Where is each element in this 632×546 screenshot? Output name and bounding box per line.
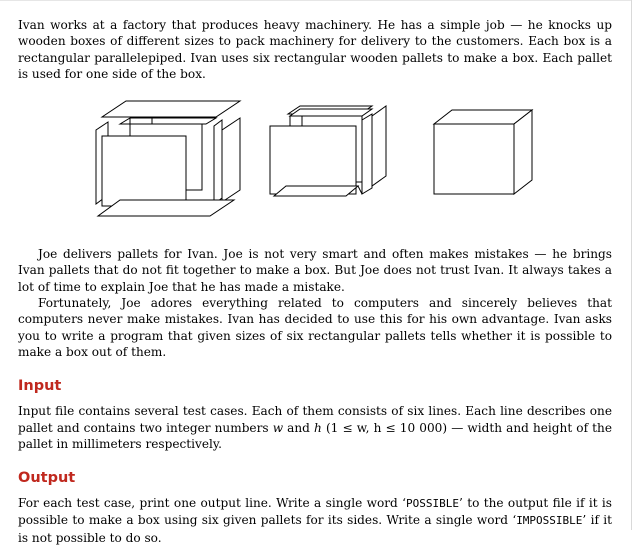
output-text-a: For each test case, print one output line. Write a single word ‘ <box>18 496 407 511</box>
output-description <box>18 495 612 546</box>
joe-paragraph: Joe delivers pallets for Ivan. Joe is not very smart and often makes mistakes — he brings Ivan pallets that do not fit together to make a box. But Joe does not trust Ivan. It always takes a lot of time to explain Joe that he has made a mistake. <box>18 247 612 294</box>
upper-edge-pallet <box>120 118 216 124</box>
output-heading: Output <box>18 470 76 487</box>
input-description <box>18 403 612 452</box>
impossible-keyword: IMPOSSIBLE <box>516 514 583 528</box>
right-pallet-2 <box>372 106 386 186</box>
input-text-b: — width and height of the pallet in millimeters respectively. <box>18 420 612 451</box>
exploded-box-diagram <box>96 101 240 216</box>
bottom-pallet-2 <box>274 186 358 196</box>
computer-paragraph: Fortunately, Joe adores everything related to computers and sincerely believes that computers never make mistakes. Ivan has decided to use this for his own advantage. Ivan asks you to write a program that given sizes of six rectangular pallets tells whether it is possible to make a box out of them. <box>18 296 612 359</box>
problem-statement <box>18 17 612 546</box>
input-text-and: and <box>283 420 315 435</box>
intro-paragraph: Ivan works at a factory that produces heavy machinery. He has a simple job — he knocks up wooden boxes of different sizes to pack machinery for delivery to the customers. Each box is a rectangular parallelepiped. Ivan uses six rectangular wooden pallets to make a box. Each pallet is used for one side of the box. <box>18 18 612 81</box>
front-pallet <box>102 136 186 206</box>
box-diagrams-svg <box>18 92 612 240</box>
top-pallet <box>102 101 240 117</box>
right-pallet <box>222 118 240 202</box>
box-front-face <box>434 124 514 194</box>
bottom-pallet <box>98 200 234 216</box>
output-text-b: ’ to the output file if it is possible to make a box using six given pallets for its sides. Write a single word ‘ <box>18 496 612 528</box>
assembled-box-diagram <box>434 110 532 194</box>
input-heading: Input <box>18 378 62 395</box>
var-h: h <box>314 420 322 435</box>
front-pallet-2 <box>270 126 356 194</box>
top-border <box>0 0 632 1</box>
output-text-c: ’ if it is not possible to do so. <box>18 513 612 545</box>
possible-keyword: POSSIBLE <box>406 497 460 511</box>
partial-box-diagram <box>270 106 386 196</box>
box-assembly-figure <box>18 92 612 240</box>
box-side-face <box>514 110 532 194</box>
input-constraint: (1 ≤ w, h ≤ 10 000) <box>321 420 448 435</box>
var-w: w <box>272 420 284 435</box>
input-text-a: Input file contains several test cases. Each of them consists of six lines. Each line describes one pallet and contains two integer numbers <box>18 404 612 435</box>
